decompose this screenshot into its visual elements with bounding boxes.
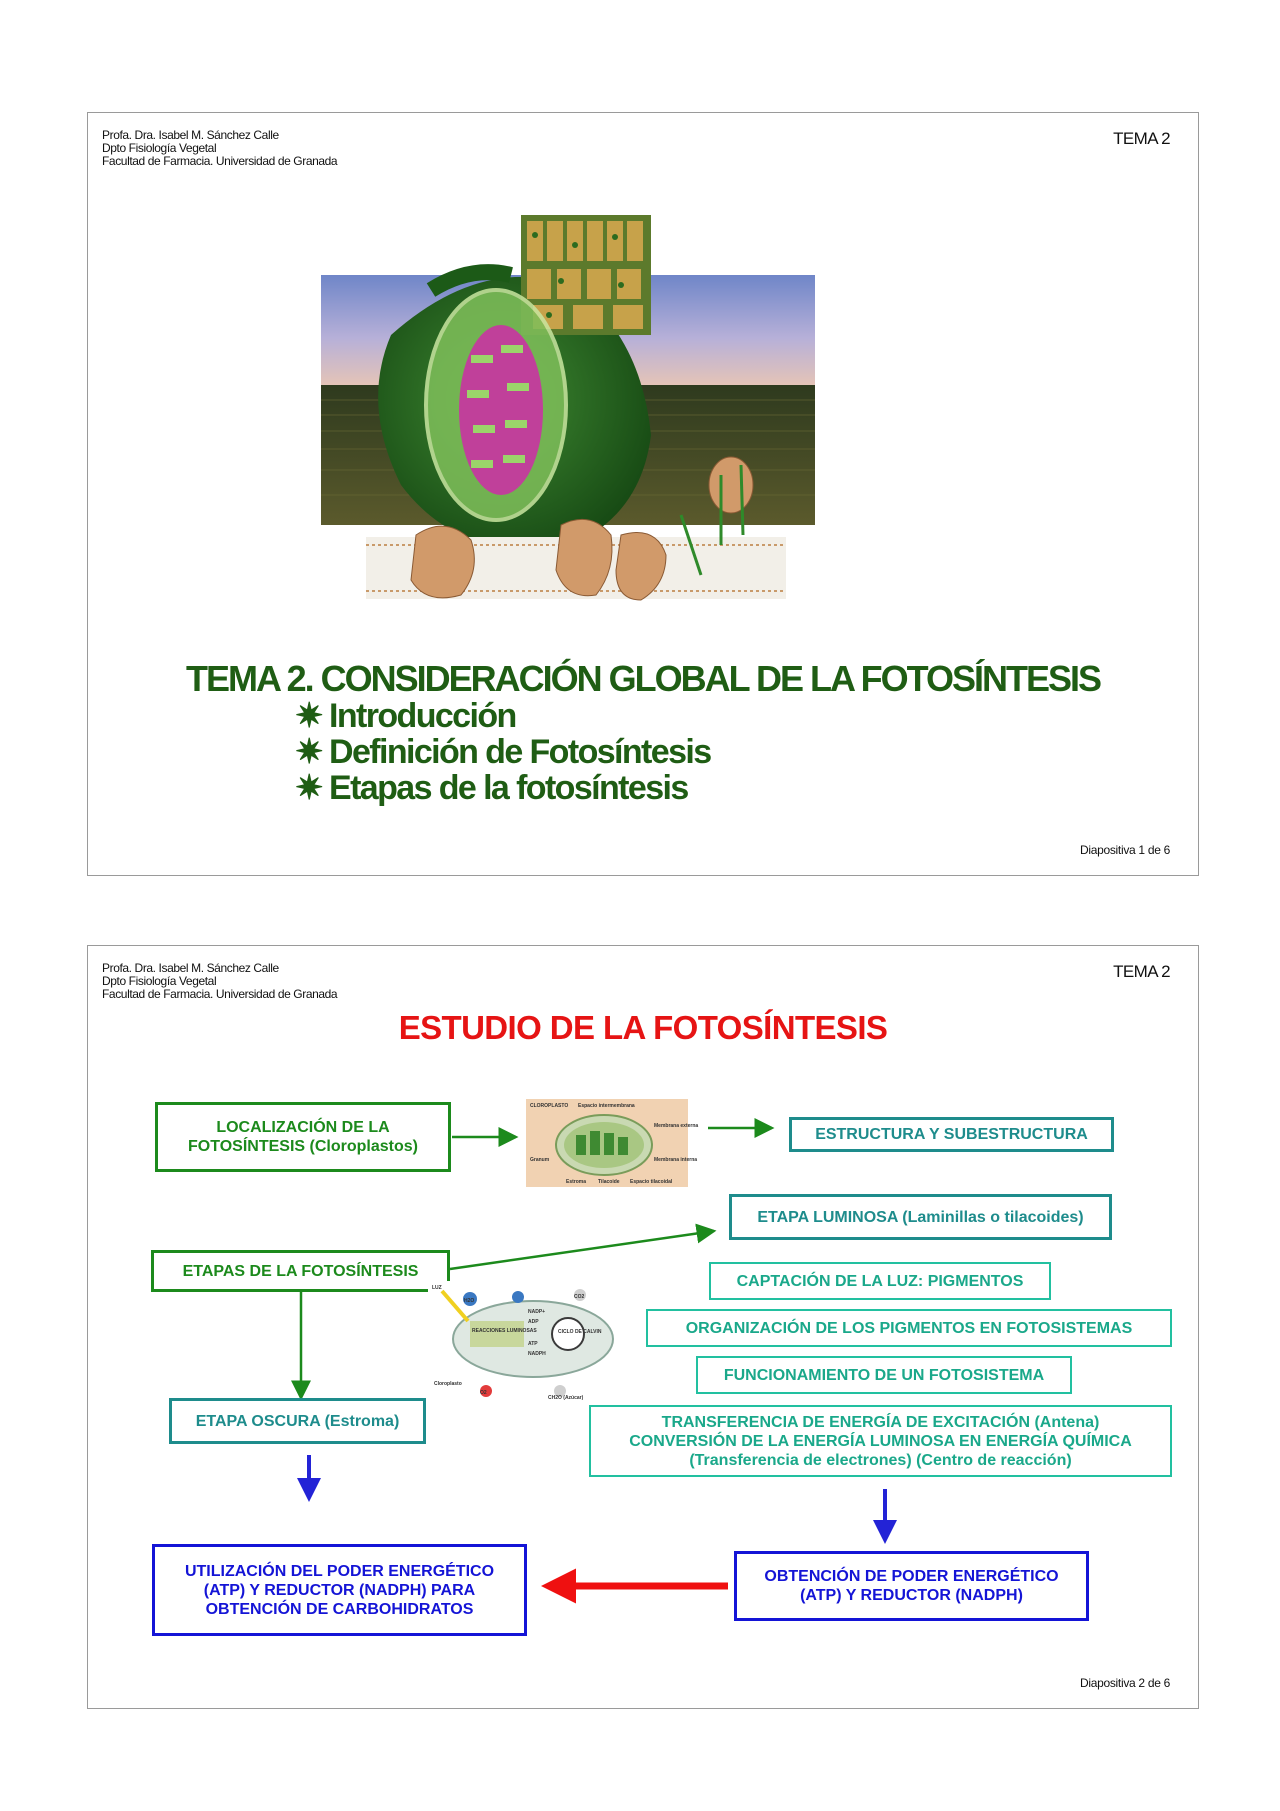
pigment-organization-box: ORGANIZACIÓN DE LOS PIGMENTOS EN FOTOSISTEMAS <box>646 1309 1172 1347</box>
dark-stage-box: ETAPA OSCURA (Estroma) <box>169 1398 426 1444</box>
stages-box: ETAPAS DE LA FOTOSÍNTESIS <box>151 1250 450 1292</box>
svg-text:LUZ: LUZ <box>432 1285 442 1291</box>
light-capture-box: CAPTACIÓN DE LA LUZ: PIGMENTOS <box>709 1262 1051 1300</box>
svg-text:O2: O2 <box>480 1390 487 1396</box>
svg-text:Espacio intermembrana: Espacio intermembrana <box>578 1103 635 1109</box>
faculty-line: Facultad de Farmacia. Universidad de Granada <box>102 987 338 1001</box>
svg-text:NADP+: NADP+ <box>528 1309 546 1315</box>
outline-item: ✷ Etapas de la fotosíntesis <box>295 769 688 807</box>
asterisk-bullet-icon: ✷ <box>295 769 322 807</box>
structure-box: ESTRUCTURA Y SUBESTRUCTURA <box>789 1117 1114 1152</box>
arrow-to-light-stage <box>450 1231 714 1269</box>
slide-2 <box>87 945 1199 1709</box>
topic-label: TEMA 2 <box>1113 129 1170 148</box>
author-line: Profa. Dra. Isabel M. Sánchez Calle <box>102 961 279 975</box>
localization-box: LOCALIZACIÓN DE LA FOTOSÍNTESIS (Cloroplastos) <box>155 1102 451 1172</box>
slide-1 <box>87 112 1199 876</box>
svg-text:Espacio tilacoidal: Espacio tilacoidal <box>630 1179 673 1185</box>
svg-text:CLOROPLASTO: CLOROPLASTO <box>530 1103 569 1109</box>
slide-header-author <box>102 129 337 168</box>
svg-text:CICLO DE CALVIN: CICLO DE CALVIN <box>558 1329 602 1335</box>
svg-text:CH2O (Azúcar): CH2O (Azúcar) <box>548 1395 584 1401</box>
photosystem-function-box: FUNCIONAMIENTO DE UN FOTOSISTEMA <box>696 1356 1072 1394</box>
department-line: Dpto Fisiología Vegetal <box>102 141 217 155</box>
svg-text:ATP: ATP <box>528 1341 538 1347</box>
photosynthesis-collage-image <box>321 215 815 647</box>
svg-text:H2O: H2O <box>464 1298 475 1304</box>
outline-item: ✷ Definición de Fotosíntesis <box>295 733 711 771</box>
asterisk-bullet-icon: ✷ <box>295 733 322 771</box>
light-stage-box: ETAPA LUMINOSA (Laminillas o tilacoides) <box>729 1194 1112 1240</box>
author-line: Profa. Dra. Isabel M. Sánchez Calle <box>102 128 279 142</box>
slide-2-title: ESTUDIO DE LA FOTOSÍNTESIS <box>398 1009 888 1046</box>
utilization-box: UTILIZACIÓN DEL PODER ENERGÉTICO (ATP) Y REDUCTOR (NADPH) PARA OBTENCIÓN DE CARBOHIDRATOS <box>152 1544 527 1636</box>
topic-label: TEMA 2 <box>1113 962 1170 981</box>
slide-1-title: TEMA 2. CONSIDERACIÓN GLOBAL DE LA FOTOSÍNTESIS <box>185 658 1101 699</box>
svg-text:CO2: CO2 <box>574 1294 585 1300</box>
outline-item: ✷ Introducción <box>295 697 516 735</box>
svg-text:REACCIONES LUMINOSAS: REACCIONES LUMINOSAS <box>472 1328 537 1334</box>
slide-number: Diapositiva 1 de 6 <box>1080 843 1170 857</box>
svg-text:Membrana externa: Membrana externa <box>654 1123 699 1129</box>
slide-number: Diapositiva 2 de 6 <box>1080 1676 1170 1690</box>
chloroplast-diagram-image <box>526 1099 699 1187</box>
svg-text:ADP: ADP <box>528 1319 539 1325</box>
faculty-line: Facultad de Farmacia. Universidad de Granada <box>102 154 338 168</box>
svg-text:Membrana interna: Membrana interna <box>654 1157 698 1163</box>
svg-text:Tilacoide: Tilacoide <box>598 1179 620 1185</box>
svg-text:Granum: Granum <box>530 1157 550 1163</box>
asterisk-bullet-icon: ✷ <box>295 697 322 735</box>
light-reactions-calvin-diagram-image <box>428 1281 638 1401</box>
svg-text:Cloroplasto: Cloroplasto <box>434 1381 462 1387</box>
svg-text:NADPH: NADPH <box>528 1351 546 1357</box>
svg-text:Estroma: Estroma <box>566 1179 587 1185</box>
department-line: Dpto Fisiología Vegetal <box>102 974 217 988</box>
obtention-box: OBTENCIÓN DE PODER ENERGÉTICO (ATP) Y REDUCTOR (NADPH) <box>734 1551 1089 1621</box>
energy-transfer-box: TRANSFERENCIA DE ENERGÍA DE EXCITACIÓN (Antena) CONVERSIÓN DE LA ENERGÍA LUMINOSA EN ENERGÍA QUÍMICA (Transferencia de electrones) (Centro de reacción) <box>589 1405 1172 1477</box>
slide-1-outline <box>295 698 711 806</box>
